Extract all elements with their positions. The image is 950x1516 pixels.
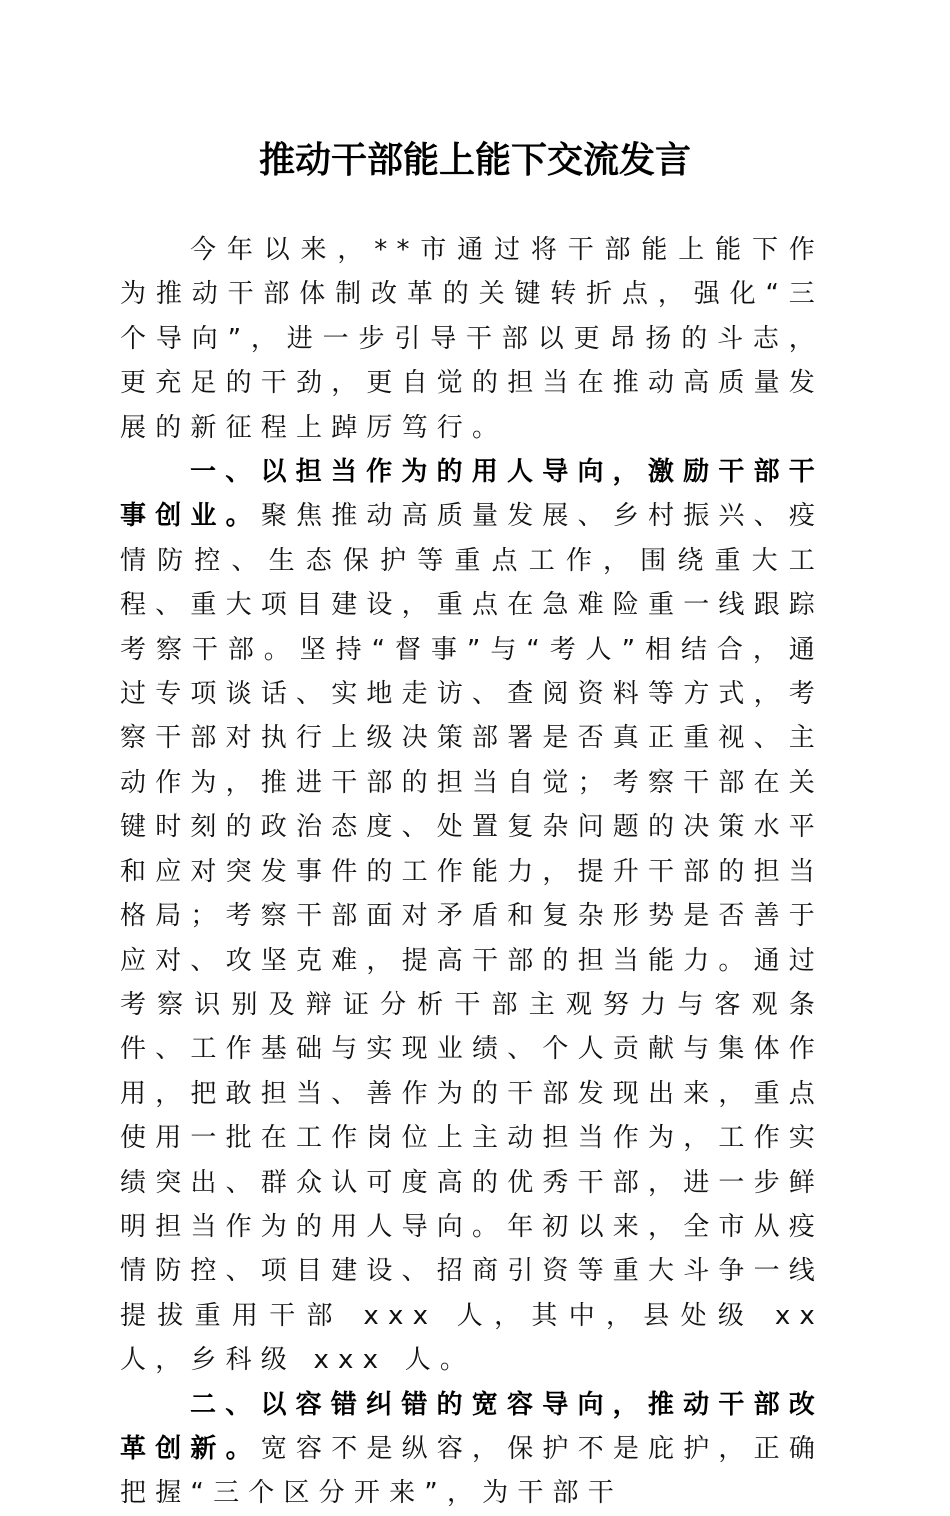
document-body — [120, 228, 824, 1516]
section-1-heading: 一、以担当作为的用人导向，激励干部干事创业。 — [120, 457, 824, 532]
section-2-text: 宽容不是纵容，保护不是庇护，正确把握“三个区分开来”，为干部干 — [120, 1433, 825, 1509]
section-2-paragraph — [120, 1383, 824, 1516]
section-2-heading: 二、以容错纠错的宽容导向，推动干部改革创新。 — [120, 1389, 824, 1464]
section-1-paragraph — [120, 450, 824, 1383]
section-1-text: 聚焦推动高质量发展、乡村振兴、疫情防控、生态保护等重点工作，围绕重大工程、重大项目建设，重点在急难险重一线跟踪考察干部。坚持“督事”与“考人”相结合，通过专项谈话、实地走访、查阅资料等方式，考察干部对执行上级决策部署是否真正重视、主动作为，推进干部的担当自觉；考察干部在关键时刻的政治态度、处置复杂问题的决策水平和应对突发事件的工作能力，提升干部的担当格局；考察干部面对矛盾和复杂形势是否善于应对、攻坚克难，提高干部的担当能力。通过考察识别及辩证分析干部主观努力与客观条件、工作基础与实现业绩、个人贡献与集体作用，把敢担当、善作为的干部发现出来，重点使用一批在工作岗位上主动担当作为，工作实绩突出、群众认可度高的优秀干部，进一步鲜明担当作为的用人导向。年初以来，全市从疫情防控、项目建设、招商引资等重大斗争一线提拔重用干部 xxx 人，其中，县处级 xx 人，乡科级 xxx 人。 — [120, 501, 825, 1376]
document-title: 推动干部能上能下交流发言 — [258, 139, 691, 181]
intro-paragraph — [120, 228, 824, 450]
paragraph-text: 今年以来，**市通过将干部能上能下作为推动干部体制改革的关键转折点，强化“三个导向”，进一步引导干部以更昂扬的斗志，更充足的干劲，更自觉的担当在推动高质量发展的新征程上踔厉笃行。 — [120, 235, 825, 443]
